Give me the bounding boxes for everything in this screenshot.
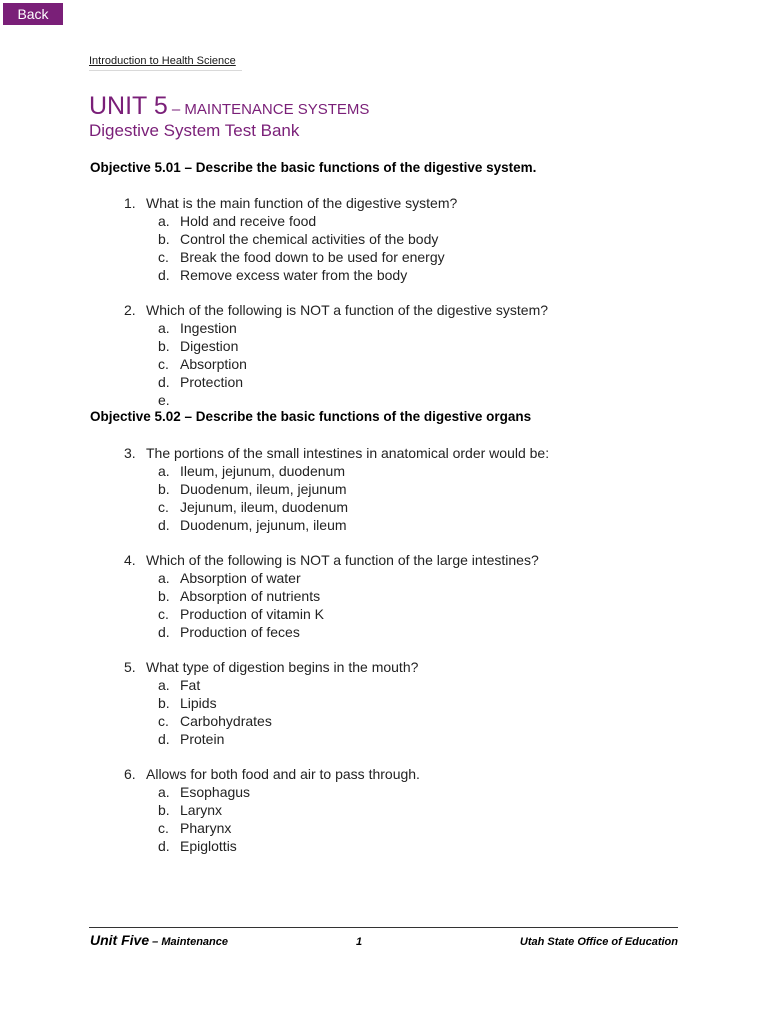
answer-option: [124, 819, 420, 837]
option-text: Break the food down to be used for energy: [180, 249, 445, 265]
option-text: Ingestion: [180, 320, 237, 336]
question-number: 2.: [124, 302, 136, 318]
back-button[interactable]: Back: [3, 3, 63, 25]
question-number: 6.: [124, 766, 136, 782]
question-number: 4.: [124, 552, 136, 568]
unit-subtitle: – MAINTENANCE SYSTEMS: [167, 101, 370, 118]
answer-option: [124, 516, 549, 534]
question-block: [124, 194, 457, 284]
question-block: [124, 765, 420, 855]
answer-option: [124, 801, 420, 819]
option-letter: b.: [158, 588, 170, 604]
option-text: Production of feces: [180, 624, 300, 640]
answer-option: [124, 319, 548, 337]
document-subtitle: Digestive System Test Bank: [89, 121, 300, 140]
answer-option: [124, 498, 549, 516]
option-text: Protection: [180, 374, 244, 390]
answer-option: [124, 212, 457, 230]
option-letter: a.: [158, 677, 170, 693]
answer-option: [124, 480, 549, 498]
question-number: 1.: [124, 195, 136, 211]
answer-option: [124, 391, 548, 409]
option-letter: c.: [158, 820, 169, 836]
option-letter: a.: [158, 784, 170, 800]
option-text: Hold and receive food: [180, 213, 317, 229]
unit-heading: [89, 92, 369, 121]
option-text: Control the chemical activities of the body: [180, 231, 439, 247]
footer-divider: [89, 927, 678, 928]
answer-option: [124, 730, 418, 748]
question-text: [124, 194, 457, 212]
page-number: 1: [356, 936, 363, 948]
option-letter: d.: [158, 267, 170, 283]
option-text: Duodenum, ileum, jejunum: [180, 481, 347, 497]
option-letter: b.: [158, 481, 170, 497]
answer-option: [124, 230, 457, 248]
option-text: Production of vitamin K: [180, 606, 324, 622]
option-text: Absorption of water: [180, 570, 301, 586]
option-letter: d.: [158, 838, 170, 854]
option-letter: a.: [158, 320, 170, 336]
question-text: [124, 658, 418, 676]
question-text: [124, 444, 549, 462]
option-text: Absorption: [180, 356, 247, 372]
answer-options: [124, 212, 457, 284]
question-text: [124, 765, 420, 783]
footer-unit: [90, 932, 228, 948]
option-letter: d.: [158, 374, 170, 390]
option-letter: c.: [158, 356, 169, 372]
answer-option: [124, 837, 420, 855]
question-number: 3.: [124, 445, 136, 461]
answer-options: [124, 462, 549, 534]
option-text: Absorption of nutrients: [180, 588, 321, 604]
answer-option: [124, 783, 420, 801]
answer-options: [124, 676, 418, 748]
option-letter: c.: [158, 606, 169, 622]
footer-unit-subtitle: – Maintenance: [149, 936, 228, 948]
answer-option: [124, 248, 457, 266]
option-letter: e.: [158, 392, 170, 408]
unit-title: UNIT 5: [89, 92, 168, 120]
question-prompt: The portions of the small intestines in anatomical order would be:: [146, 445, 550, 461]
footer-unit-title: Unit Five: [90, 932, 150, 948]
option-letter: d.: [158, 731, 170, 747]
objective-heading: Objective 5.02 – Describe the basic functions of the digestive organs: [90, 409, 532, 424]
option-letter: a.: [158, 463, 170, 479]
answer-option: [124, 373, 548, 391]
answer-options: [124, 569, 539, 641]
option-text: Jejunum, ileum, duodenum: [180, 499, 349, 515]
answer-option: [124, 694, 418, 712]
answer-option: [124, 266, 457, 284]
option-letter: d.: [158, 624, 170, 640]
option-letter: a.: [158, 570, 170, 586]
option-text: Ileum, jejunum, duodenum: [180, 463, 345, 479]
answer-option: [124, 337, 548, 355]
option-letter: c.: [158, 499, 169, 515]
question-block: [124, 301, 548, 409]
footer-organization: Utah State Office of Education: [519, 936, 678, 948]
option-letter: b.: [158, 695, 170, 711]
objective-heading: Objective 5.01 – Describe the basic functions of the digestive system.: [90, 160, 537, 175]
question-prompt: What type of digestion begins in the mouth?: [146, 659, 419, 675]
option-letter: b.: [158, 231, 170, 247]
answer-options: [124, 783, 420, 855]
option-letter: c.: [158, 249, 169, 265]
answer-option: [124, 676, 418, 694]
option-letter: b.: [158, 802, 170, 818]
option-letter: a.: [158, 213, 170, 229]
option-text: Lipids: [180, 695, 217, 711]
option-letter: b.: [158, 338, 170, 354]
option-text: Epiglottis: [180, 838, 237, 854]
question-number: 5.: [124, 659, 136, 675]
answer-option: [124, 605, 539, 623]
question-block: [124, 658, 418, 748]
question-block: [124, 444, 549, 534]
option-text: Larynx: [180, 802, 223, 818]
question-prompt: Which of the following is NOT a function of the digestive system?: [146, 302, 549, 318]
question-prompt: What is the main function of the digestive system?: [146, 195, 458, 211]
option-text: Pharynx: [180, 820, 232, 836]
question-block: [124, 551, 539, 641]
option-text: Esophagus: [180, 784, 251, 800]
answer-options: [124, 319, 548, 409]
answer-option: [124, 623, 539, 641]
answer-option: [124, 462, 549, 480]
question-prompt: Allows for both food and air to pass through.: [146, 766, 420, 782]
answer-option: [124, 355, 548, 373]
question-text: [124, 301, 548, 319]
answer-option: [124, 587, 539, 605]
answer-option: [124, 569, 539, 587]
answer-option: [124, 712, 418, 730]
option-text: Duodenum, jejunum, ileum: [180, 517, 347, 533]
question-text: [124, 551, 539, 569]
question-prompt: Which of the following is NOT a function of the large intestines?: [146, 552, 539, 568]
option-text: Protein: [180, 731, 225, 747]
option-letter: d.: [158, 517, 170, 533]
course-title: Introduction to Health Science: [89, 55, 242, 71]
option-text: Carbohydrates: [180, 713, 272, 729]
option-text: Fat: [180, 677, 201, 693]
option-letter: c.: [158, 713, 169, 729]
option-text: Digestion: [180, 338, 239, 354]
option-text: Remove excess water from the body: [180, 267, 408, 283]
